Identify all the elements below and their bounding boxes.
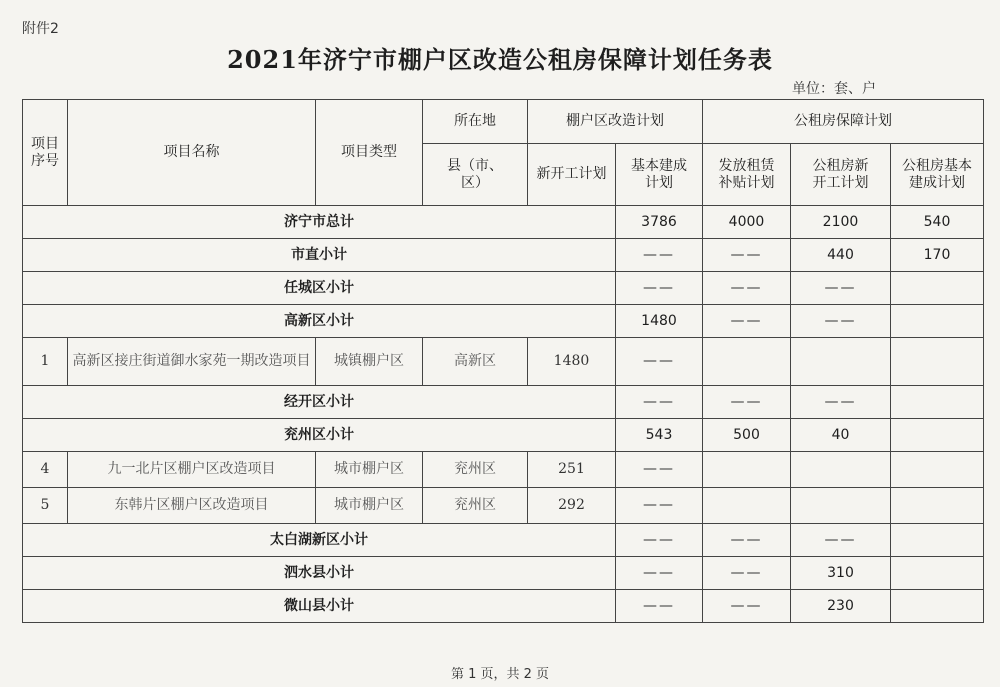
rental-subsidy-cell: ——	[791, 524, 891, 557]
rental-basic-completion-cell	[891, 338, 984, 386]
rental-subsidy-cell: ——	[791, 386, 891, 419]
basic-completion-cell: ——	[703, 590, 791, 623]
rental-new-start-cell	[891, 419, 984, 452]
new-start-cell: ——	[616, 524, 703, 557]
rental-subsidy-cell: 310	[791, 557, 891, 590]
basic-completion-cell: ——	[703, 305, 791, 338]
rental-subsidy-cell: 2100	[791, 206, 891, 239]
subtotal-row	[23, 272, 984, 305]
new-start-cell: ——	[616, 386, 703, 419]
rental-subsidy-cell: ——	[791, 305, 891, 338]
header-rental-basic-completion: 公租房基本 建成计划	[891, 144, 984, 206]
subtotal-row	[23, 305, 984, 338]
county-cell: 兖州区	[423, 488, 528, 524]
header-shantytown-plan: 棚户区改造计划	[528, 100, 703, 144]
project-name: 东韩片区棚户区改造项目	[68, 488, 316, 524]
rental-subsidy-cell: 230	[791, 590, 891, 623]
rental-new-start-cell	[791, 488, 891, 524]
rental-subsidy-cell: 440	[791, 239, 891, 272]
rental-basic-completion-cell	[891, 452, 984, 488]
rental-new-start-cell	[891, 524, 984, 557]
basic-completion-cell: ——	[703, 524, 791, 557]
seq-cell: 5	[23, 488, 68, 524]
subtotal-label: 高新区小计	[23, 305, 616, 338]
basic-completion-cell: ——	[703, 557, 791, 590]
header-name: 项目名称	[68, 100, 316, 206]
new-start-cell: 3786	[616, 206, 703, 239]
new-start-cell: 543	[616, 419, 703, 452]
rental-new-start-cell	[891, 590, 984, 623]
county-cell: 兖州区	[423, 452, 528, 488]
header-location: 所在地	[423, 100, 528, 144]
new-start-cell: 292	[528, 488, 616, 524]
rental-basic-completion-cell	[891, 488, 984, 524]
subtotal-label: 任城区小计	[23, 272, 616, 305]
header-seq: 项目 序号	[23, 100, 68, 206]
rental-subsidy-cell	[703, 338, 791, 386]
plan-table	[22, 99, 984, 623]
basic-completion-cell: ——	[703, 239, 791, 272]
new-start-cell: ——	[616, 590, 703, 623]
rental-new-start-cell	[791, 452, 891, 488]
project-row	[23, 338, 984, 386]
header-county: 县（市、 区）	[423, 144, 528, 206]
header-row-1	[23, 100, 984, 144]
subtotal-label: 太白湖新区小计	[23, 524, 616, 557]
basic-completion-cell: 500	[703, 419, 791, 452]
subtotal-row	[23, 206, 984, 239]
basic-completion-cell: ——	[616, 488, 703, 524]
page-footer: 第 1 页，共 2 页	[450, 667, 550, 682]
rental-new-start-cell: 540	[891, 206, 984, 239]
basic-completion-cell: ——	[616, 452, 703, 488]
subtotal-row	[23, 419, 984, 452]
new-start-cell: 251	[528, 452, 616, 488]
subtotal-label: 济宁市总计	[23, 206, 616, 239]
new-start-cell: 1480	[528, 338, 616, 386]
seq-cell: 1	[23, 338, 68, 386]
subtotal-label: 兖州区小计	[23, 419, 616, 452]
new-start-cell: ——	[616, 239, 703, 272]
project-type: 城镇棚户区	[316, 338, 423, 386]
project-type: 城市棚户区	[316, 488, 423, 524]
rental-subsidy-cell	[703, 452, 791, 488]
header-basic-completion: 基本建成 计划	[616, 144, 703, 206]
subtotal-row	[23, 524, 984, 557]
project-row	[23, 452, 984, 488]
project-name: 高新区接庄街道御水家苑一期改造项目	[68, 338, 316, 386]
seq-cell: 4	[23, 452, 68, 488]
county-cell: 高新区	[423, 338, 528, 386]
subtotal-label: 微山县小计	[23, 590, 616, 623]
subtotal-row	[23, 557, 984, 590]
rental-subsidy-cell: ——	[791, 272, 891, 305]
basic-completion-cell: 4000	[703, 206, 791, 239]
project-row	[23, 488, 984, 524]
project-name: 九一北片区棚户区改造项目	[68, 452, 316, 488]
rental-new-start-cell	[891, 557, 984, 590]
rental-subsidy-cell: 40	[791, 419, 891, 452]
header-new-start: 新开工计划	[528, 144, 616, 206]
header-rental-subsidy: 发放租赁 补贴计划	[703, 144, 791, 206]
rental-new-start-cell	[891, 305, 984, 338]
table-body	[23, 100, 984, 623]
subtotal-row	[23, 590, 984, 623]
subtotal-label: 经开区小计	[23, 386, 616, 419]
subtotal-row	[23, 239, 984, 272]
subtotal-row	[23, 386, 984, 419]
rental-new-start-cell	[791, 338, 891, 386]
new-start-cell: 1480	[616, 305, 703, 338]
subtotal-label: 泗水县小计	[23, 557, 616, 590]
basic-completion-cell: ——	[703, 386, 791, 419]
attachment-label: 附件2	[22, 21, 59, 37]
page-title: 2021年济宁市棚户区改造公租房保障计划任务表	[227, 45, 773, 74]
basic-completion-cell: ——	[616, 338, 703, 386]
project-type: 城市棚户区	[316, 452, 423, 488]
header-rental-new-start: 公租房新 开工计划	[791, 144, 891, 206]
header-type: 项目类型	[316, 100, 423, 206]
header-rental-plan: 公租房保障计划	[703, 100, 984, 144]
rental-new-start-cell	[891, 272, 984, 305]
basic-completion-cell: ——	[703, 272, 791, 305]
new-start-cell: ——	[616, 272, 703, 305]
rental-new-start-cell: 170	[891, 239, 984, 272]
rental-subsidy-cell	[703, 488, 791, 524]
rental-new-start-cell	[891, 386, 984, 419]
unit-label: 单位：套、户	[792, 81, 876, 97]
new-start-cell: ——	[616, 557, 703, 590]
subtotal-label: 市直小计	[23, 239, 616, 272]
